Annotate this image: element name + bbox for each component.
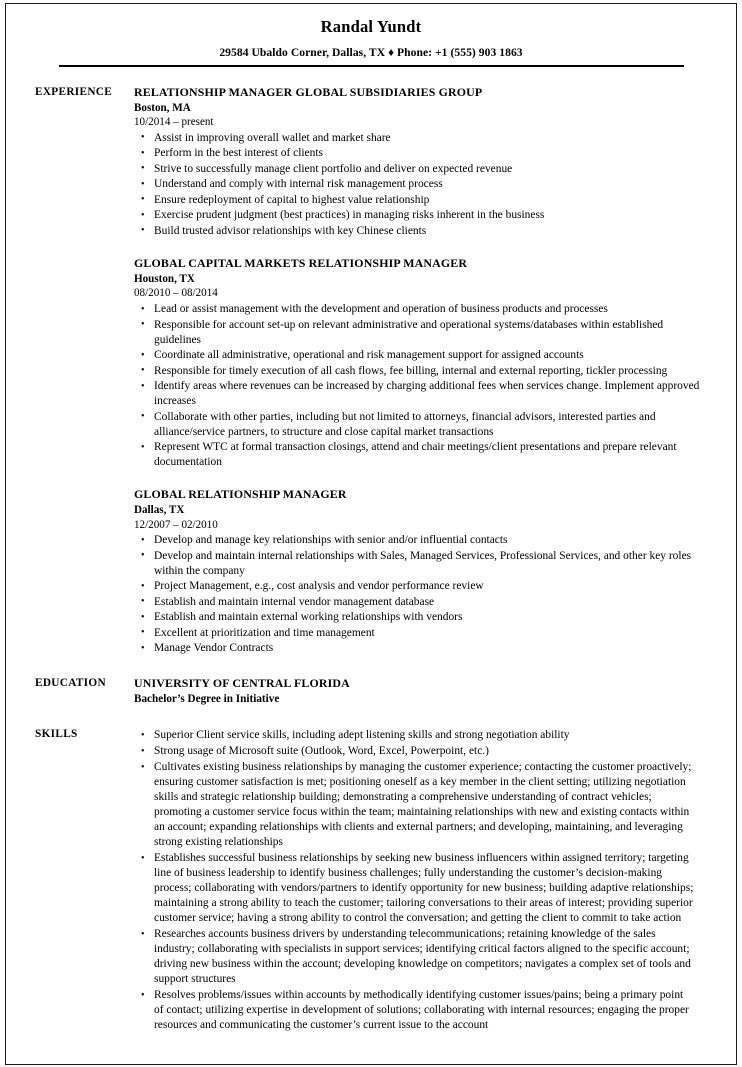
skill-bullet: • Superior Client service skills, including adept listening skills and strong negotiation ability [134, 728, 694, 743]
candidate-name: Randal Yundt [320, 17, 422, 36]
job-bullet: • Assist in improving overall wallet and market share [134, 131, 700, 146]
job-location: Houston, TX [134, 272, 195, 285]
skill-bullet: • Researches accounts business drivers by understanding telecommunications; retaining knowledge of the sales industry; collaborating with specialists in support services; identifying critical factors aligned to the specific account; driving new business within the account; developing knowledge on competitors; navigates a complex set of tools and support structures [134, 927, 694, 987]
job-bullet-list [134, 533, 700, 656]
job-location: Dallas, TX [134, 503, 185, 516]
job-bullet: • Exercise prudent judgment (best practices) in managing risks inherent in the business [134, 208, 700, 223]
job-bullet: • Understand and comply with internal risk management process [134, 177, 700, 192]
job-title: GLOBAL CAPITAL MARKETS RELATIONSHIP MANAGER [134, 255, 468, 270]
job-bullet: • Manage Vendor Contracts [134, 641, 700, 656]
job-title: RELATIONSHIP MANAGER GLOBAL SUBSIDIARIES GROUP [134, 84, 483, 99]
section-experience [6, 85, 736, 657]
resume-content [6, 4, 736, 1062]
contact-line: 29584 Ubaldo Corner, Dallas, TX ♦ Phone: +1 (555) 903 1863 [219, 45, 523, 59]
section-label-education: EDUCATION [35, 676, 106, 689]
experience-job-list [134, 85, 700, 656]
job-bullet: • Lead or assist management with the development and operation of business products and processes [134, 302, 700, 317]
job-bullet: • Coordinate all administrative, operational and risk management support for assigned accounts [134, 348, 700, 363]
job-bullet: • Project Management, e.g., cost analysis and vendor performance review [134, 579, 700, 594]
skill-bullet: • Cultivates existing business relationships by managing the customer experience; contacting the customer proactively; ensuring customer satisfaction is met; positioning oneself as a key member in the client setting; utilizing negotiation skills and strategic relationship building; demonstrating a comprehensive understanding of contract vehicles; promoting a customer service focus within the team; maintaining relationships with new and existing contacts within an account; expanding relationships with clients and external partners; and developing, maintaining, and leveraging strong existing relationships [134, 760, 694, 850]
job-bullet-list [134, 131, 700, 239]
school-name: UNIVERSITY OF CENTRAL FLORIDA [134, 675, 350, 690]
section-education [6, 676, 736, 708]
job-bullet: • Build trusted advisor relationships with key Chinese clients [134, 224, 700, 239]
skill-bullet: • Resolves problems/issues within accounts by methodically identifying customer issues/pains; being a primary point of contact; utilizing expertise in development of solutions; collaborating with internal resources; engaging the proper resources and communicating the customer’s current issue to the account [134, 988, 694, 1033]
job-block [134, 85, 700, 239]
job-bullet: • Responsible for account set-up on relevant administrative and operational systems/databases within established guidelines [134, 318, 700, 348]
job-bullet: • Excellent at prioritization and time management [134, 626, 700, 641]
skill-bullet: • Strong usage of Microsoft suite (Outlook, Word, Excel, Powerpoint, etc.) [134, 744, 694, 759]
job-block [134, 487, 700, 656]
job-location: Boston, MA [134, 101, 191, 114]
job-bullet: • Collaborate with other parties, including but not limited to attorneys, financial advisors, interested parties and alliance/service partners, to structure and close capital market transactions [134, 410, 700, 440]
job-bullet: • Establish and maintain internal vendor management database [134, 595, 700, 610]
skill-bullet: • Establishes successful business relationships by seeking new business influencers within assigned territory; targeting line of business leadership to identify business challenges; fully understanding the customer’s decision-making process; collaborating with vendors/partners to identify opportunity for new business; building adaptive relationships; maintaining a strong ability to teach the customer; tailoring conversations to their areas of interest; providing superior customer service; having a strong ability to control the conversation; and getting the client to commit to take action [134, 851, 694, 926]
job-dates: 08/2010 – 08/2014 [134, 287, 218, 300]
job-bullet: • Represent WTC at formal transaction closings, attend and chair meetings/client presentations and prepare relevant documentation [134, 440, 700, 470]
resume-header [6, 4, 736, 67]
job-bullet: • Establish and maintain external working relationships with vendors [134, 610, 700, 625]
skills-body [134, 727, 736, 1034]
job-bullet: • Strive to successfully manage client portfolio and deliver on expected revenue [134, 162, 700, 177]
header-divider [59, 65, 684, 67]
job-bullet: • Identify areas where revenues can be increased by charging additional fees when services change. Implement approved increases [134, 379, 700, 409]
job-block [134, 256, 700, 470]
job-bullet: • Perform in the best interest of clients [134, 146, 700, 161]
section-label-skills: SKILLS [35, 728, 78, 741]
experience-body [134, 85, 736, 657]
job-bullet: • Responsible for timely execution of all cash flows, fee billing, internal and external reporting, tickler processing [134, 364, 700, 379]
job-dates: 12/2007 – 02/2010 [134, 518, 218, 531]
job-bullet: • Develop and maintain internal relationships with Sales, Managed Services, Professional Services, and other key roles within the company [134, 549, 700, 579]
skills-bullet-list [134, 728, 694, 1033]
job-dates: 10/2014 – present [134, 116, 214, 129]
degree-name: Bachelor’s Degree in Initiative [134, 693, 280, 706]
job-bullet: • Ensure redeployment of capital to highest value relationship [134, 193, 700, 208]
section-label-experience: EXPERIENCE [35, 85, 113, 98]
education-body [134, 676, 736, 708]
section-skills [6, 727, 736, 1034]
job-bullet-list [134, 302, 700, 470]
job-bullet: • Develop and manage key relationships with senior and/or influential contacts [134, 533, 700, 548]
job-title: GLOBAL RELATIONSHIP MANAGER [134, 487, 347, 502]
